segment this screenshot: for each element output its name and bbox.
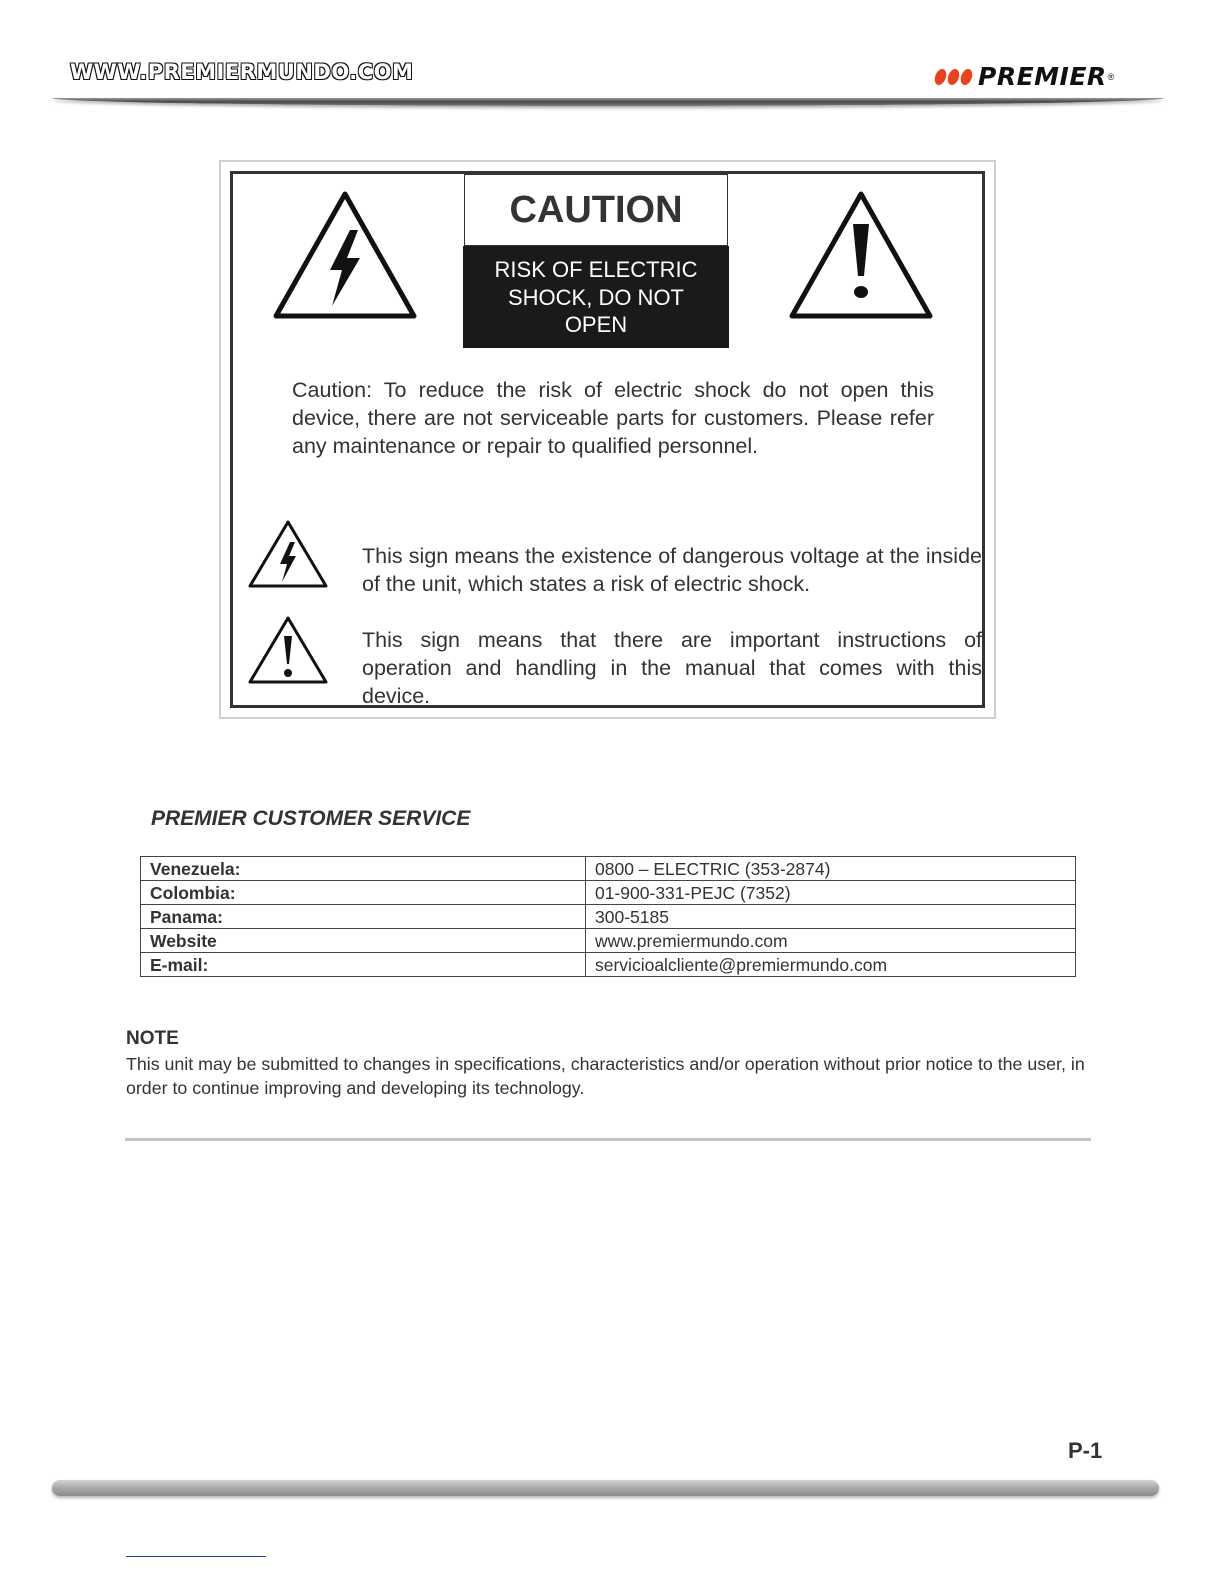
- section-divider: [125, 1138, 1091, 1141]
- page-number: P-1: [1068, 1438, 1103, 1463]
- contact-label: E-mail:: [141, 953, 586, 977]
- caution-title: CAUTION: [464, 174, 728, 246]
- contact-value: 0800 – ELECTRIC (353-2874): [586, 857, 1076, 881]
- website-url[interactable]: WWW.PREMIERMUNDO.COM: [70, 60, 414, 84]
- registered-mark: ®: [1107, 71, 1115, 82]
- note-title: NOTE: [126, 1028, 179, 1049]
- table-row: [141, 881, 1076, 905]
- risk-line: OPEN: [564, 312, 628, 337]
- email-link[interactable]: servicioalcliente@premiermundo.com: [586, 953, 1076, 977]
- table-row: [141, 857, 1076, 881]
- customer-service-title: PREMIER CUSTOMER SERVICE: [151, 807, 471, 830]
- table-row: [141, 953, 1076, 977]
- lightning-warning-icon: [246, 518, 330, 590]
- premier-logo: [935, 62, 1114, 91]
- header-divider: [52, 98, 1164, 106]
- note-text: This unit may be submitted to changes in specifications, characteristics and/or operation without prior notice to the user, in order to continue improving and developing its technology.: [126, 1054, 1085, 1098]
- contact-label: Venezuela:: [141, 857, 586, 881]
- sign-instructions-text: This sign means that there are important instructions of operation and handling in the manual that comes with this device.: [362, 628, 982, 708]
- logo-dots-icon: [935, 69, 972, 85]
- exclamation-warning-icon: [786, 188, 936, 322]
- contact-label: Website: [141, 929, 586, 953]
- exclamation-warning-icon: [246, 614, 330, 686]
- risk-line: SHOCK, DO NOT: [507, 284, 684, 310]
- contact-value: 01-900-331-PEJC (7352): [586, 881, 1076, 905]
- contact-value: 300-5185: [586, 905, 1076, 929]
- contact-label: Colombia:: [141, 881, 586, 905]
- customer-service-table: [140, 856, 1076, 977]
- risk-warning-box: [463, 246, 729, 348]
- contact-label: Panama:: [141, 905, 586, 929]
- brand-name: PREMIER: [978, 62, 1107, 91]
- footer-link-underline: [126, 1556, 266, 1557]
- caution-paragraph: Caution: To reduce the risk of electric shock do not open this device, there are not serviceable parts for customers. Please refer any maintenance or repair to qualified personnel.: [292, 378, 934, 458]
- lightning-warning-icon: [270, 188, 420, 322]
- footer-divider: [52, 1480, 1159, 1496]
- sign-voltage-text: This sign means the existence of dangerous voltage at the inside of the unit, which states a risk of electric shock.: [362, 544, 982, 596]
- website-link[interactable]: www.premiermundo.com: [586, 929, 1076, 953]
- risk-line: RISK OF ELECTRIC: [494, 257, 698, 282]
- table-row: [141, 905, 1076, 929]
- table-row: [141, 929, 1076, 953]
